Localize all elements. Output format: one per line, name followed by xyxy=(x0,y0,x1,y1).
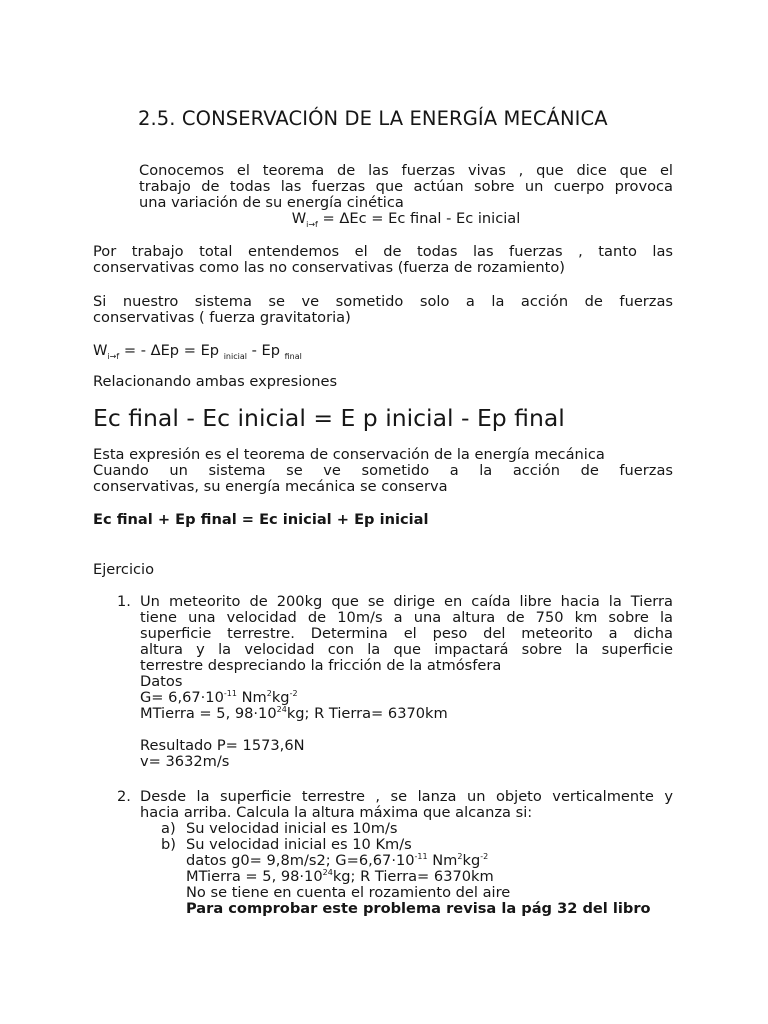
ex2-d-b: Nm xyxy=(427,852,458,869)
exercise-1-number: 1. xyxy=(117,593,131,610)
ex1-m-b: kg; R Tierra= 6370km xyxy=(286,705,448,722)
ex1-g-exp3: -2 xyxy=(289,689,298,699)
ex1-g-a: G= 6,67·10 xyxy=(140,689,224,706)
ex1-line-4: altura y la velocidad con la que impactará sobre la superficie xyxy=(140,641,673,658)
ex2-a-label: a) xyxy=(161,820,176,837)
teorema-line-2: Cuando un sistema se ve sometido a la acción de fuerzas xyxy=(93,462,673,479)
ex2-m-exp: 24 xyxy=(322,868,333,878)
work-energy-formula xyxy=(139,211,673,227)
page-title: 2.5. CONSERVACIÓN DE LA ENERGÍA MECÁNICA xyxy=(138,107,608,130)
ex2-m-b: kg; R Tierra= 6370km xyxy=(332,868,494,885)
ex2-d-c: kg xyxy=(462,852,481,869)
ex1-g-c: kg xyxy=(271,689,290,706)
intro-line-1: Conocemos el teorema de las fuerzas vivas , que dice que el xyxy=(139,162,673,179)
relacionando-text: Relacionando ambas expresiones xyxy=(93,373,338,390)
ex2-b-label: b) xyxy=(161,836,176,853)
exercise-1 xyxy=(140,594,673,770)
ex2-a-text: Su velocidad inicial es 10m/s xyxy=(186,820,398,837)
formula2-w: W xyxy=(93,342,108,359)
formula2-sub-inicial: inicial xyxy=(223,351,247,361)
ex2-d-exp3: -2 xyxy=(480,852,489,862)
ex2-earth-mass xyxy=(140,869,673,885)
ex2-item-a xyxy=(140,821,673,837)
ex1-g-exp2: 2 xyxy=(266,689,272,699)
ex1-g-b: Nm xyxy=(236,689,267,706)
ex1-g-exp1: -11 xyxy=(223,689,237,699)
trabajo-line-2: conservativas como las no conservativas (fuerza de rozamiento) xyxy=(93,259,565,276)
formula-rest: = ΔEc = Ec final - Ec inicial xyxy=(317,210,521,227)
formula2-mid: = - ΔEp = Ep xyxy=(119,342,224,359)
intro-line-3: una variación de su energía cinética xyxy=(139,194,404,211)
intro-line-2: trabajo de todas las fuerzas que actúan sobre un cuerpo provoca xyxy=(139,178,673,195)
energy-conservation-formula: Ec final - Ec inicial = E p inicial - Ep final xyxy=(93,404,565,432)
ex2-d-exp1: -11 xyxy=(414,852,428,862)
sistema-line-1: Si nuestro sistema se ve sometido solo a la acción de fuerzas xyxy=(93,293,673,310)
ex2-no-rozamiento: No se tiene en cuenta el rozamiento del aire xyxy=(186,884,511,901)
mechanical-energy-formula: Ec final + Ep final = Ec inicial + Ep inicial xyxy=(93,511,429,528)
ex2-line-2: hacia arriba. Calcula la altura máxima que alcanza si: xyxy=(140,804,533,821)
formula2-mid2: - Ep xyxy=(246,342,285,359)
ex1-result-v: v= 3632m/s xyxy=(140,753,230,770)
ex1-line-5: terrestre despreciando la fricción de la atmósfera xyxy=(140,657,502,674)
ex2-book-reference: Para comprobar este problema revisa la pág 32 del libro xyxy=(186,900,651,917)
ex1-m-a: MTierra = 5, 98·10 xyxy=(140,705,277,722)
ex2-datos xyxy=(140,853,673,869)
ex1-earth-mass xyxy=(140,706,673,722)
ejercicio-heading: Ejercicio xyxy=(93,561,155,578)
trabajo-line-1: Por trabajo total entendemos el de todas las fuerzas , tanto las xyxy=(93,243,673,260)
ex2-b-text: Su velocidad inicial es 10 Km/s xyxy=(186,836,412,853)
ex1-result-p: Resultado P= 1573,6N xyxy=(140,737,305,754)
ex1-line-3: superficie terrestre. Determina el peso del meteorito a dicha xyxy=(140,625,673,642)
intro-paragraph xyxy=(139,163,673,227)
ex2-item-b xyxy=(140,837,673,853)
teorema-line-1: Esta expresión es el teorema de conservación de la energía mecánica xyxy=(93,446,605,463)
ex2-line-1: Desde la superficie terrestre , se lanza un objeto verticalmente y xyxy=(140,788,673,805)
ex1-line-1: Un meteorito de 200kg que se dirige en caída libre hacia la Tierra xyxy=(140,593,673,610)
exercise-2 xyxy=(140,789,673,917)
exercise-2-number: 2. xyxy=(117,788,131,805)
potential-work-formula xyxy=(93,343,302,359)
sistema-line-2: conservativas ( fuerza gravitatoria) xyxy=(93,309,351,326)
formula-subscript: i→f xyxy=(306,219,318,229)
teorema-paragraph xyxy=(93,447,673,495)
formula-w: W xyxy=(291,210,307,227)
formula2-sub-if: i→f xyxy=(107,351,120,361)
ex1-datos: Datos xyxy=(140,673,183,690)
sistema-paragraph xyxy=(93,294,673,326)
ex1-m-exp: 24 xyxy=(276,705,287,715)
formula2-sub-final: final xyxy=(284,351,302,361)
teorema-line-3: conservativas, su energía mecánica se conserva xyxy=(93,478,448,495)
ex2-d-a: datos g0= 9,8m/s2; G=6,67·10 xyxy=(186,852,415,869)
ex1-line-2: tiene una velocidad de 10m/s a una altura de 750 km sobre la xyxy=(140,609,673,626)
ex1-g-constant xyxy=(140,690,673,706)
ex2-m-a: MTierra = 5, 98·10 xyxy=(186,868,323,885)
ex2-d-exp2: 2 xyxy=(457,852,463,862)
trabajo-paragraph xyxy=(93,244,673,276)
